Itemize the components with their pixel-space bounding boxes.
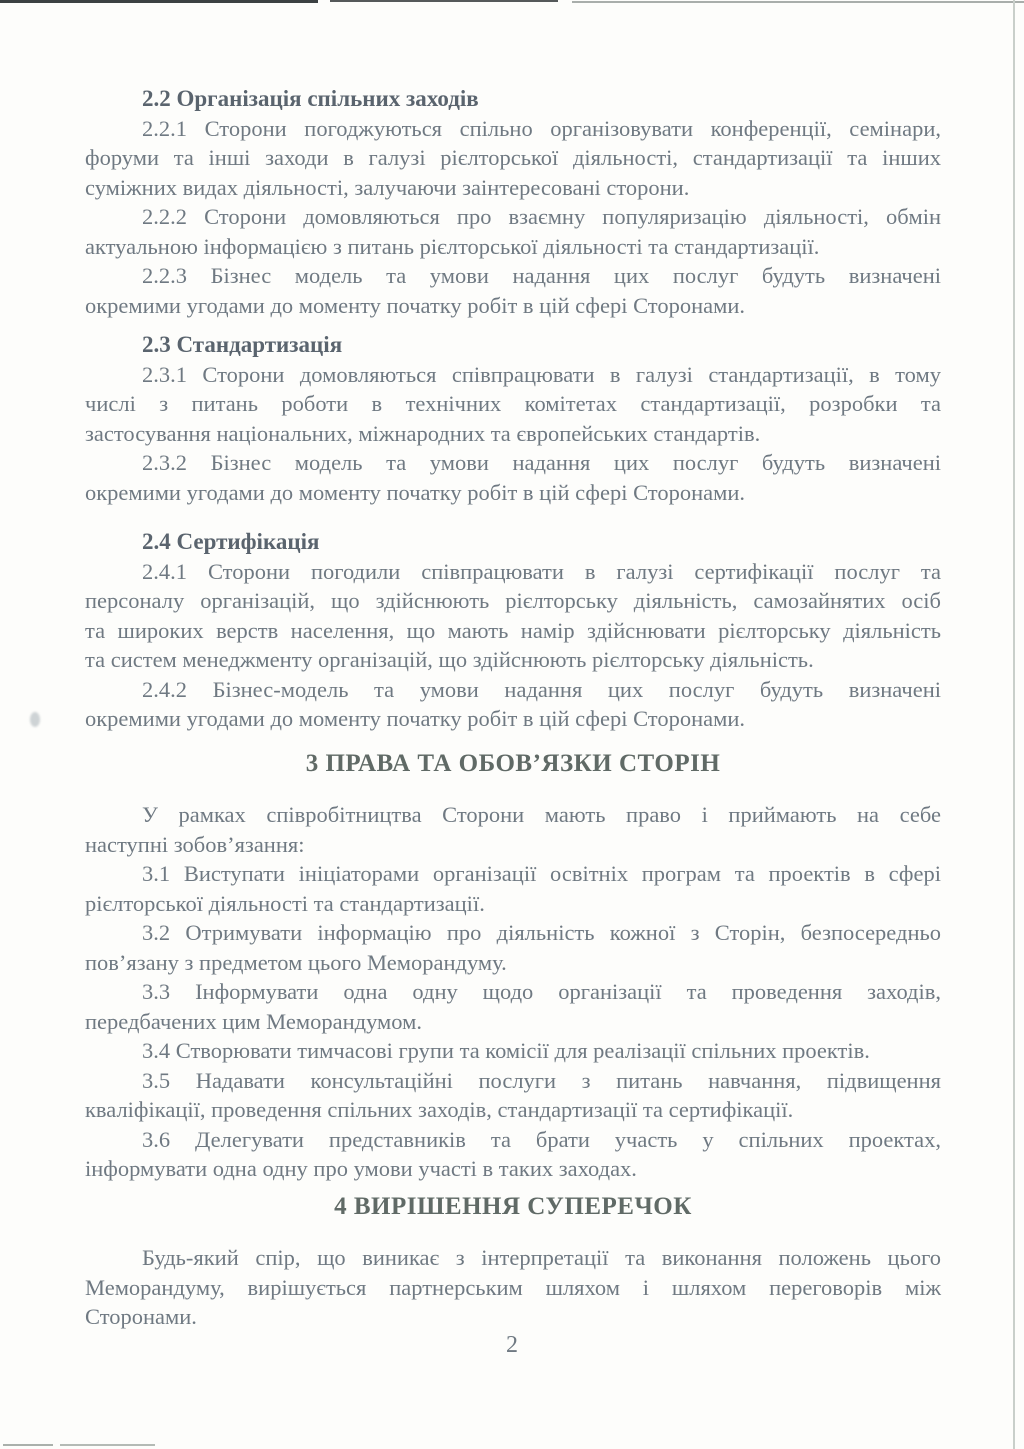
text-line: суміжних видах діяльності, залучаючи заінтересовані сторони. [85, 174, 690, 200]
document-content [85, 84, 941, 1332]
text-line: 3.1 Виступати ініціаторами організації освітніх програм та проектів в сфері [142, 861, 941, 886]
text-line: Сторонами. [85, 1304, 197, 1329]
scan-artifact-right-edge [1013, 0, 1015, 1449]
paragraph [85, 918, 941, 977]
paragraph [85, 1243, 941, 1332]
text-line: 2.3.1 Сторони домовляються співпрацювати в галузі стандартизації, в тому [142, 361, 941, 387]
paragraph [85, 360, 941, 449]
text-line: 2.3.2 Бізнес модель та умови надання цих послуг будуть визначені [142, 450, 941, 475]
section-heading-2-3: 2.3 Стандартизація [142, 332, 343, 357]
paragraph [85, 1125, 941, 1184]
text-line: 3.4 Створювати тимчасові групи та комісії для реалізації спільних проектів. [142, 1038, 870, 1063]
section-heading-4: 4 ВИРІШЕННЯ СУПЕРЕЧОК [334, 1192, 692, 1220]
text-line: 2.2.3 Бізнес модель та умови надання цих послуг будуть визначені [142, 263, 941, 288]
text-line: 3.5 Надавати консультаційні послуги з питань навчання, підвищення [142, 1067, 941, 1093]
paragraph [85, 261, 941, 320]
text-line: 2.2.1 Сторони погоджуються спільно організовувати конференції, семінари, [142, 115, 941, 141]
text-line: персоналу організацій, що здійснюють рієлторську діяльність, самозайнятих осіб [85, 588, 941, 613]
text-line: та широких верств населення, що мають намір здійснювати рієлторську діяльність [85, 617, 941, 643]
paragraph [85, 1036, 941, 1066]
scan-artifact-top-edge-dark [0, 0, 318, 3]
paragraph [85, 675, 941, 734]
text-line: 3.6 Делегувати представників та брати участь у спільних проектах, [142, 1126, 941, 1152]
text-line: наступні зобов’язання: [85, 831, 305, 857]
section-heading-2-4: 2.4 Сертифікація [142, 529, 320, 554]
scan-artifact-bottom-mark-1 [3, 1444, 53, 1446]
text-line: числі з питань роботи в технічних комітетах стандартизації, розробки та [85, 391, 941, 416]
text-line: та систем менеджменту організацій, що здійснюють рієлторську діяльність. [85, 647, 814, 672]
text-line: застосування національних, міжнародних та європейських стандартів. [85, 420, 761, 446]
text-line: 3.2 Отримувати інформацію про діяльність кожної з Сторін, безпосередньо [142, 920, 941, 945]
scan-artifact-margin-dot [30, 712, 40, 727]
paragraph [85, 202, 941, 261]
text-line: актуальною інформацією з питань рієлторської діяльності та стандартизації. [85, 233, 820, 259]
text-line: 3.3 Інформувати одна одну щодо організації та проведення заходів, [142, 979, 941, 1004]
paragraph [85, 800, 941, 859]
text-line: інформувати одна одну про умови участі в таких заходах. [85, 1156, 637, 1181]
section-3 [85, 749, 941, 1184]
text-line: пов’язану з предметом цього Меморандуму. [85, 949, 507, 975]
text-line: передбачених цим Меморандумом. [85, 1008, 422, 1034]
section-2-4 [85, 527, 941, 734]
paragraph [85, 1066, 941, 1125]
text-line: 2.4.2 Бізнес-модель та умови надання цих послуг будуть визначені [142, 676, 941, 702]
text-line: У рамках співробітництва Сторони мають право і приймають на себе [142, 802, 941, 827]
paragraph [85, 557, 941, 675]
paragraph [85, 859, 941, 918]
page-number: 2 [506, 1332, 518, 1358]
paragraph [85, 448, 941, 507]
section-2-3 [85, 330, 941, 507]
scan-artifact-bottom-mark-2 [60, 1444, 155, 1446]
scan-artifact-top-edge-mid [330, 0, 558, 2]
text-line: Будь-який спір, що виникає з інтерпретації та виконання положень цього [142, 1245, 941, 1270]
text-line: 2.4.1 Сторони погодили співпрацювати в галузі сертифікації послуг та [142, 558, 941, 584]
text-line: кваліфікації, проведення спільних заходів, стандартизації та сертифікації. [85, 1097, 794, 1122]
text-line: Меморандуму, вирішується партнерським шляхом і шляхом переговорів між [85, 1274, 941, 1300]
section-4 [85, 1192, 941, 1332]
text-line: окремими угодами до моменту початку робіт в цій сфері Сторонами. [85, 706, 746, 731]
section-heading-2-2: 2.2 Організація спільних заходів [142, 86, 479, 111]
text-line: форуми та інші заходи в галузі рієлторської діяльності, стандартизації та інших [85, 145, 941, 170]
scan-artifact-top-edge-light [572, 1, 1024, 3]
text-line: окремими угодами до моменту початку робіт в цій сфері Сторонами. [85, 479, 746, 505]
paragraph [85, 977, 941, 1036]
text-line: окремими угодами до моменту початку робіт в цій сфері Сторонами. [85, 292, 746, 318]
paragraph [85, 114, 941, 203]
section-heading-3: 3 ПРАВА ТА ОБОВ’ЯЗКИ СТОРІН [305, 749, 721, 777]
text-line: 2.2.2 Сторони домовляються про взаємну популяризацію діяльності, обмін [142, 204, 941, 229]
text-line: рієлторської діяльності та стандартизації. [85, 890, 485, 916]
section-2-2 [85, 84, 941, 320]
